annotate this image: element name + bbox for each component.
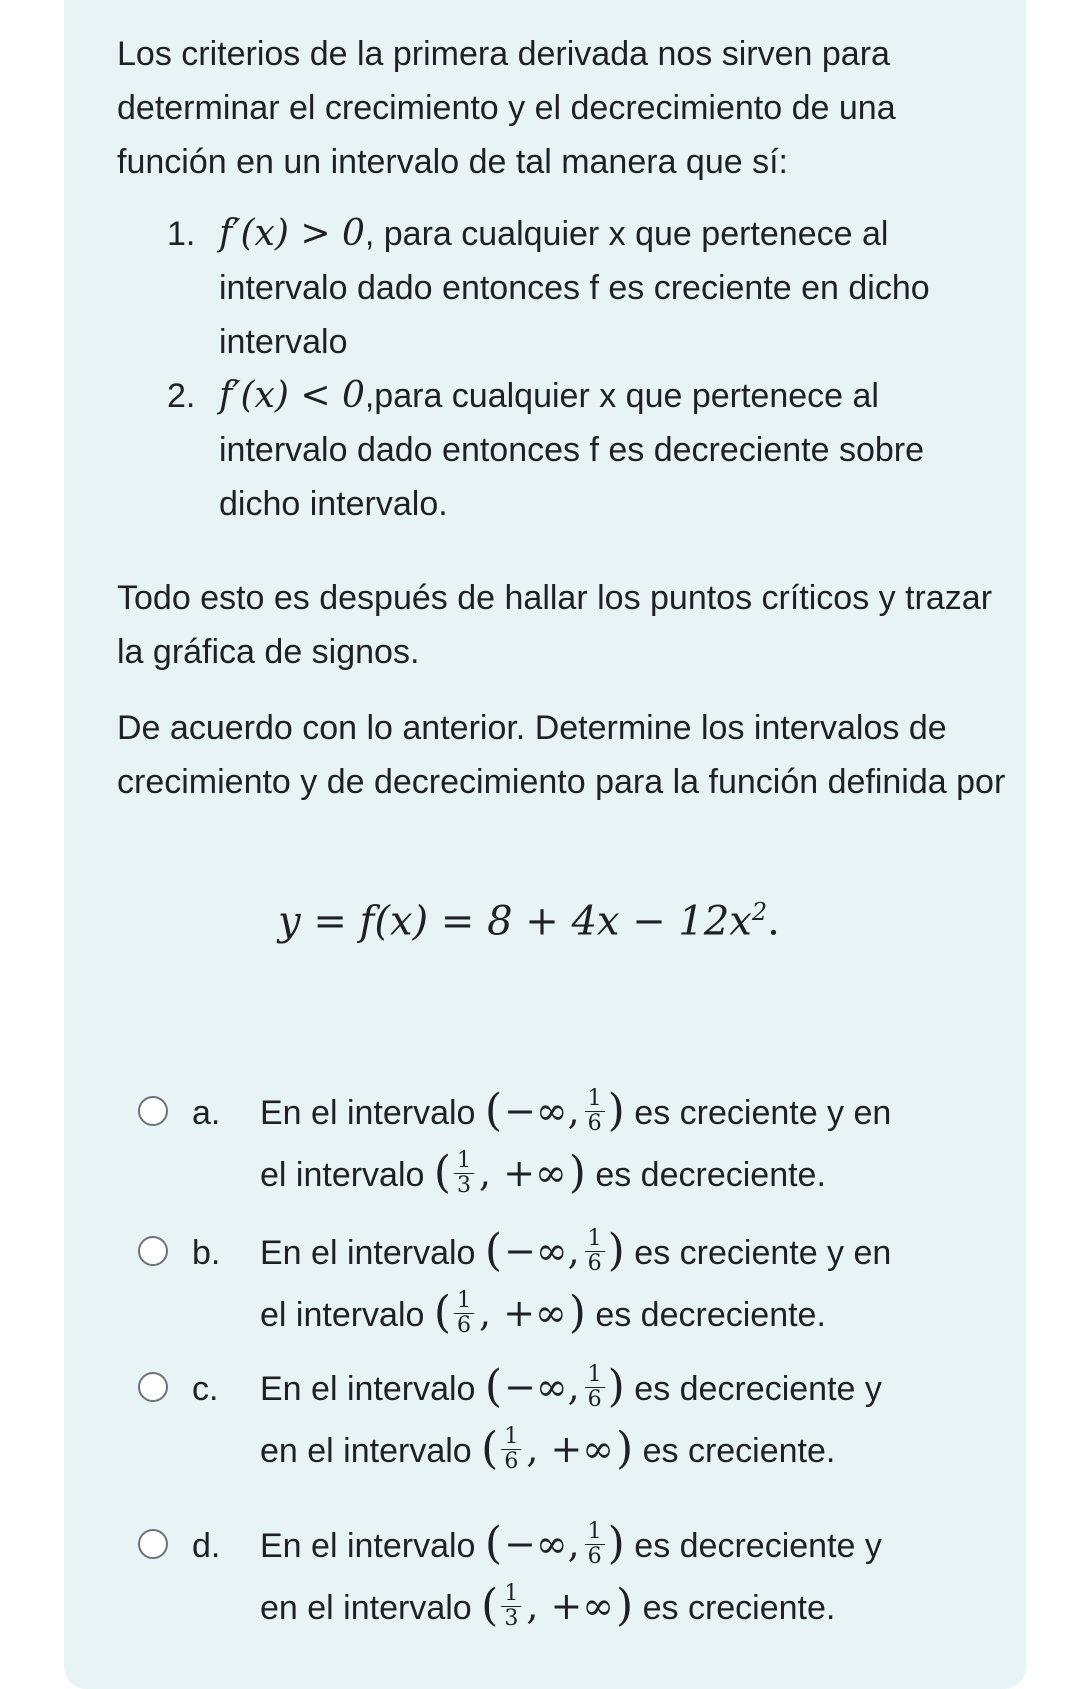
interval-left-bound: −∞,	[504, 1522, 580, 1567]
interval-close-paren: )	[607, 1225, 625, 1277]
answer-option-b[interactable]	[138, 1222, 1018, 1352]
equation-exponent: 2	[751, 898, 768, 926]
radio-button[interactable]	[138, 1372, 168, 1402]
option-suffix: es decreciente y	[634, 1527, 882, 1565]
option-line-1	[260, 1222, 1030, 1284]
radio-button[interactable]	[138, 1236, 168, 1266]
interval-left	[484, 1085, 625, 1137]
option-line-1	[260, 1358, 1030, 1420]
interval-open-paren: (	[481, 1580, 499, 1632]
interval-open-paren: (	[484, 1085, 503, 1137]
criteria-text: , para cualquier x que pertenece al intervalo dado entonces f es creciente en dicho intervalo	[219, 215, 930, 361]
option-prefix: En el intervalo	[260, 1527, 476, 1565]
fraction-numerator: 1	[501, 1582, 521, 1606]
interval-left	[484, 1361, 625, 1413]
interval-close-paren: )	[607, 1361, 625, 1413]
fraction-denominator: 3	[504, 1605, 519, 1631]
interval-left-bound: −∞,	[504, 1365, 580, 1410]
interval-close-paren: )	[615, 1423, 634, 1475]
interval-fraction	[454, 1289, 474, 1336]
interval-fraction	[454, 1149, 474, 1196]
interval-left	[484, 1518, 625, 1570]
fraction-denominator: 3	[457, 1172, 472, 1198]
fraction-numerator: 1	[585, 1363, 605, 1387]
option-prefix: el intervalo	[260, 1296, 425, 1334]
option-suffix: es creciente.	[642, 1432, 836, 1470]
interval-right-bound: , +∞	[479, 1151, 567, 1196]
fraction-denominator: 6	[504, 1448, 519, 1474]
option-line-2	[260, 1577, 1030, 1639]
interval-close-paren: )	[568, 1147, 586, 1199]
option-prefix: En el intervalo	[260, 1370, 476, 1408]
instruction-paragraph: De acuerdo con lo anterior. Determine los intervalos de crecimiento y de decrecimiento para la función definida por	[117, 709, 1006, 801]
option-letter: c.	[192, 1370, 219, 1408]
answer-option-a[interactable]	[138, 1082, 1018, 1212]
function-equation	[278, 882, 780, 951]
interval-close-paren: )	[568, 1287, 586, 1339]
option-suffix: es decreciente.	[595, 1296, 826, 1334]
intro-paragraph: Los criterios de la primera derivada nos sirven para determinar el crecimiento y el decrecimiento de una función en un intervalo de tal manera que sí:	[117, 35, 896, 181]
fraction-denominator: 6	[587, 1386, 602, 1412]
interval-close-paren: )	[607, 1085, 625, 1137]
interval-right	[481, 1580, 634, 1632]
fraction-numerator: 1	[585, 1227, 605, 1251]
interval-fraction	[585, 1227, 605, 1274]
option-prefix: el intervalo	[260, 1156, 425, 1194]
option-prefix: en el intervalo	[260, 1432, 472, 1470]
interval-right	[433, 1287, 586, 1339]
option-suffix: es creciente.	[642, 1589, 836, 1627]
fraction-numerator: 1	[501, 1425, 521, 1449]
option-prefix: en el intervalo	[260, 1589, 472, 1627]
option-suffix: es creciente y en	[634, 1094, 892, 1132]
interval-right	[481, 1423, 634, 1475]
interval-open-paren: (	[484, 1518, 503, 1570]
answer-option-c[interactable]	[138, 1358, 1018, 1488]
interval-open-paren: (	[484, 1361, 503, 1413]
fraction-denominator: 6	[587, 1250, 602, 1276]
interval-right	[433, 1147, 586, 1199]
option-suffix: es decreciente.	[595, 1156, 826, 1194]
interval-right-bound: , +∞	[526, 1427, 614, 1472]
option-prefix: En el intervalo	[260, 1094, 476, 1132]
option-text	[260, 1358, 1030, 1482]
interval-open-paren: (	[433, 1287, 452, 1339]
option-text	[260, 1222, 1030, 1346]
fraction-numerator: 1	[454, 1149, 474, 1173]
radio-button[interactable]	[138, 1096, 168, 1126]
option-line-1	[260, 1515, 1030, 1577]
interval-left-bound: −∞,	[504, 1229, 580, 1274]
option-line-2	[260, 1144, 1030, 1206]
interval-fraction	[501, 1582, 521, 1629]
option-line-2	[260, 1284, 1030, 1346]
criteria-math: f′(x) > 0	[219, 213, 365, 254]
criteria-item-1	[117, 207, 1007, 369]
interval-right-bound: , +∞	[479, 1291, 567, 1336]
criteria-math: f′(x) < 0	[219, 375, 365, 416]
option-letter: d.	[192, 1527, 221, 1565]
interval-fraction	[585, 1520, 605, 1567]
criteria-list	[117, 207, 1007, 531]
criteria-item-2	[117, 369, 1007, 531]
equation-end: .	[767, 898, 780, 945]
option-line-2	[260, 1420, 1030, 1482]
option-letter: b.	[192, 1234, 221, 1272]
fraction-denominator: 6	[587, 1110, 602, 1136]
interval-fraction	[585, 1363, 605, 1410]
fraction-numerator: 1	[585, 1087, 605, 1111]
interval-fraction	[585, 1087, 605, 1134]
interval-open-paren: (	[484, 1225, 503, 1277]
interval-fraction	[501, 1425, 521, 1472]
fraction-denominator: 6	[457, 1312, 472, 1338]
interval-close-paren: )	[615, 1580, 634, 1632]
option-text	[260, 1082, 1030, 1206]
option-letter: a.	[192, 1094, 221, 1132]
fraction-numerator: 1	[585, 1520, 605, 1544]
fraction-numerator: 1	[454, 1289, 474, 1313]
equation-body: y = f(x) = 8 + 4x − 12x	[278, 898, 752, 945]
option-suffix: es creciente y en	[634, 1234, 892, 1272]
interval-left	[484, 1225, 625, 1277]
option-line-1	[260, 1082, 1030, 1144]
answer-option-d[interactable]	[138, 1515, 1018, 1645]
interval-close-paren: )	[607, 1518, 625, 1570]
interval-right-bound: , +∞	[526, 1584, 614, 1629]
criteria-item-number: 1.	[167, 215, 196, 253]
interval-open-paren: (	[481, 1423, 499, 1475]
radio-button[interactable]	[138, 1529, 168, 1559]
critical-points-paragraph: Todo esto es después de hallar los puntos críticos y trazar la gráfica de signos.	[117, 579, 993, 671]
criteria-text: ,para cualquier x que pertenece al intervalo dado entonces f es decreciente sobre dicho intervalo.	[219, 377, 925, 523]
fraction-denominator: 6	[587, 1543, 602, 1569]
option-suffix: es decreciente y	[634, 1370, 882, 1408]
option-text	[260, 1515, 1030, 1639]
interval-left-bound: −∞,	[504, 1089, 580, 1134]
criteria-item-number: 2.	[167, 377, 196, 415]
interval-open-paren: (	[433, 1147, 452, 1199]
option-prefix: En el intervalo	[260, 1234, 476, 1272]
